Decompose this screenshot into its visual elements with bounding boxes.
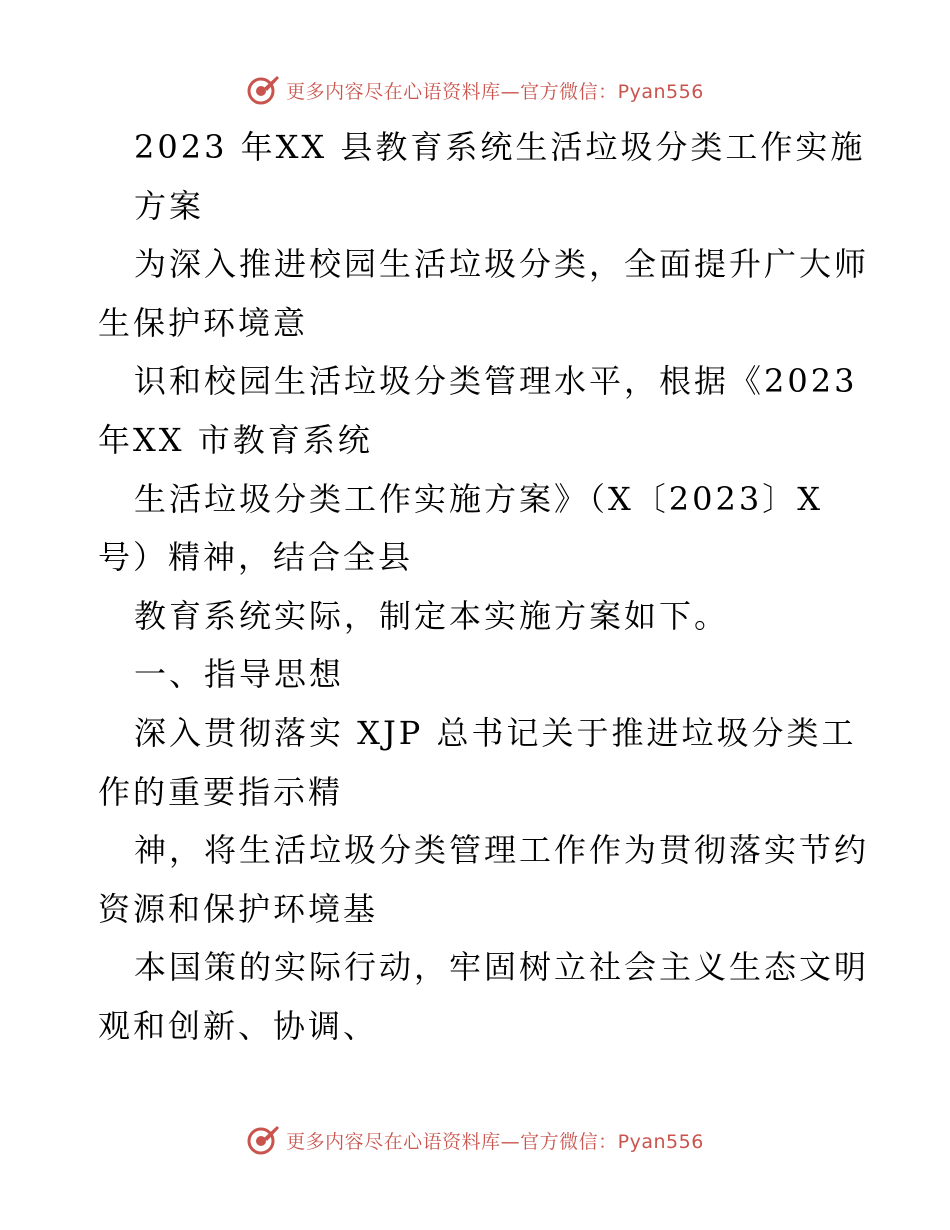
document-line: 教育系统实际，制定本实施方案如下。 [134,596,730,635]
document-line: 方案 [134,186,205,225]
document-line: 生活垃圾分类工作实施方案》（X〔2023〕X [134,479,824,518]
footer-watermark [0,1120,950,1160]
watermark-text: 更多内容尽在心语资料库—官方微信：Pyan556 [286,1130,704,1153]
document-line: 深入贯彻落实 XJP 总书记关于推进垃圾分类工 [134,714,857,752]
document-line: 观和创新、协调、 [98,1007,379,1045]
document-line: 神，将生活垃圾分类管理工作作为贯彻落实节约 [134,831,870,870]
document-line: 本国策的实际行动，牢固树立社会主义生态文明 [134,948,870,987]
header-watermark [0,70,950,110]
document-line: 识和校园生活垃圾分类管理水平，根据《2023 [134,362,858,401]
document-line: 号）精神，结合全县 [98,538,414,577]
document-line: 年XX 市教育系统 [98,421,373,459]
pen-logo-icon [246,1123,280,1157]
watermark-text: 更多内容尽在心语资料库—官方微信：Pyan556 [286,80,704,103]
pen-logo-icon [246,73,280,107]
document-line: 为深入推进校园生活垃圾分类，全面提升广大师 [134,245,870,284]
document-line: 生保护环境意 [98,303,309,342]
document-line: 资源和保护环境基 [98,889,379,928]
document-line: 作的重要指示精 [98,772,344,811]
document-line: 2023 年XX 县教育系统生活垃圾分类工作实施 [134,128,866,166]
document-line: 一、指导思想 [134,655,345,694]
